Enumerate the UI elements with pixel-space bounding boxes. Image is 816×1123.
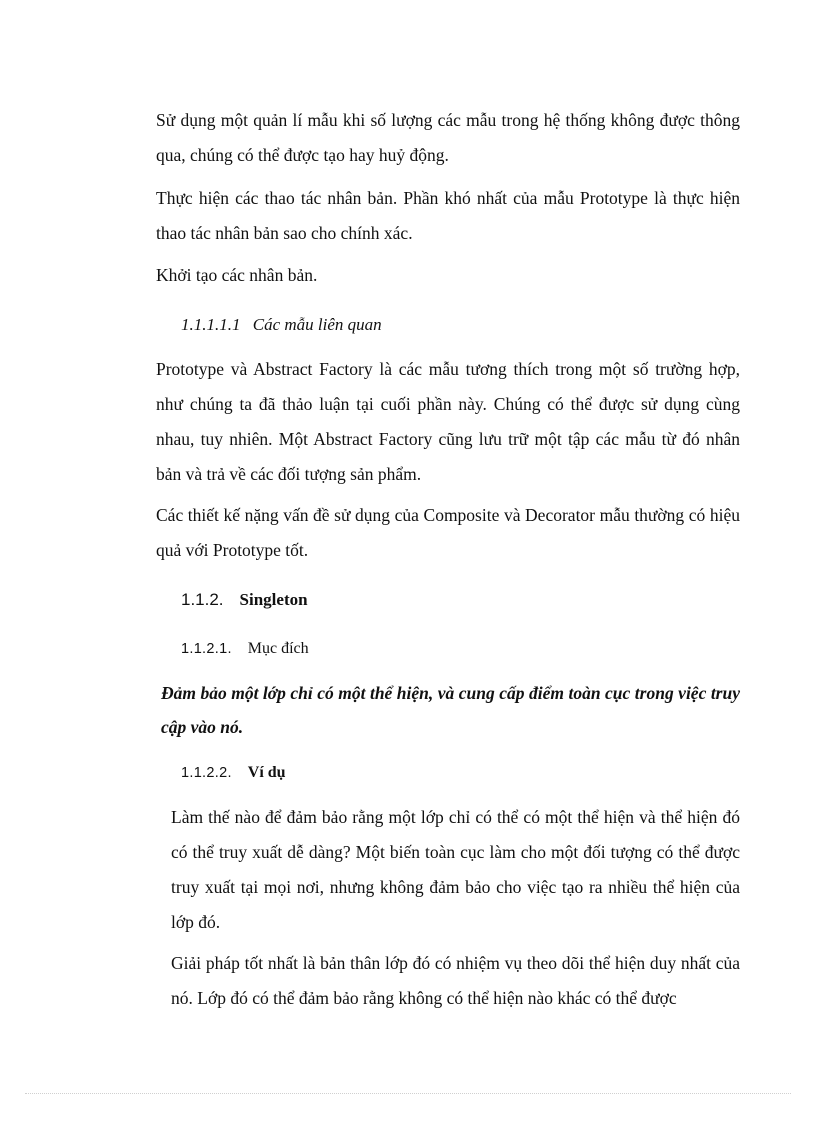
body-paragraph: Thực hiện các thao tác nhân bản. Phần khó nhất của mẫu Prototype là thực hiện thao tác nhân bản sao cho chính xác.	[156, 188, 740, 243]
body-paragraph: Prototype và Abstract Factory là các mẫu tương thích trong một số trường hợp, như chúng ta đã thảo luận tại cuối phần này. Chúng có thể được sử dụng cùng nhau, tuy nhiên. Một Abstract Factory cũng lưu trữ một tập các mẫu từ đó nhân bản và trả về các đối tượng sản phẩm.	[156, 359, 740, 484]
example-heading	[181, 764, 286, 782]
heading-title: Mục đích	[247, 640, 309, 657]
section-number: 1.1.2.	[181, 590, 224, 609]
heading-title: Các mẫu liên quan	[252, 315, 382, 334]
body-paragraph: Khởi tạo các nhân bản.	[156, 265, 318, 285]
body-paragraph: Các thiết kế nặng vấn đề sử dụng của Composite và Decorator mẫu thường có hiệu quả với Prototype tốt.	[156, 505, 740, 560]
heading-number: 1.1.1.1.1	[181, 315, 241, 334]
purpose-statement: Đảm bảo một lớp chỉ có một thể hiện, và cung cấp điểm toàn cục trong việc truy cập vào nó.	[161, 683, 740, 737]
page-footer-divider	[25, 1093, 791, 1094]
heading-number: 1.1.2.1.	[181, 641, 232, 657]
body-paragraph: Sử dụng một quản lí mẫu khi số lượng các mẫu trong hệ thống không được thông qua, chúng có thể được tạo hay huỷ động.	[156, 110, 740, 165]
body-paragraph: Làm thế nào để đảm bảo rằng một lớp chỉ có thể có một thể hiện và thể hiện đó có thể truy xuất dễ dàng? Một biến toàn cục làm cho một đối tượng có thể được truy xuất tại mọi nơi, nhưng không đảm bảo cho việc tạo ra nhiều thể hiện của lớp đó.	[171, 807, 740, 932]
heading-number: 1.1.2.2.	[181, 765, 232, 781]
section-heading	[181, 590, 308, 610]
section-title: Singleton	[239, 590, 308, 609]
heading-title: Ví dụ	[247, 764, 286, 781]
related-patterns-heading	[181, 315, 382, 335]
purpose-heading	[181, 640, 309, 658]
body-paragraph: Giải pháp tốt nhất là bản thân lớp đó có nhiệm vụ theo dõi thể hiện duy nhất của nó. Lớp đó có thể đảm bảo rằng không có thể hiện nào khác có thể được	[171, 953, 740, 1008]
